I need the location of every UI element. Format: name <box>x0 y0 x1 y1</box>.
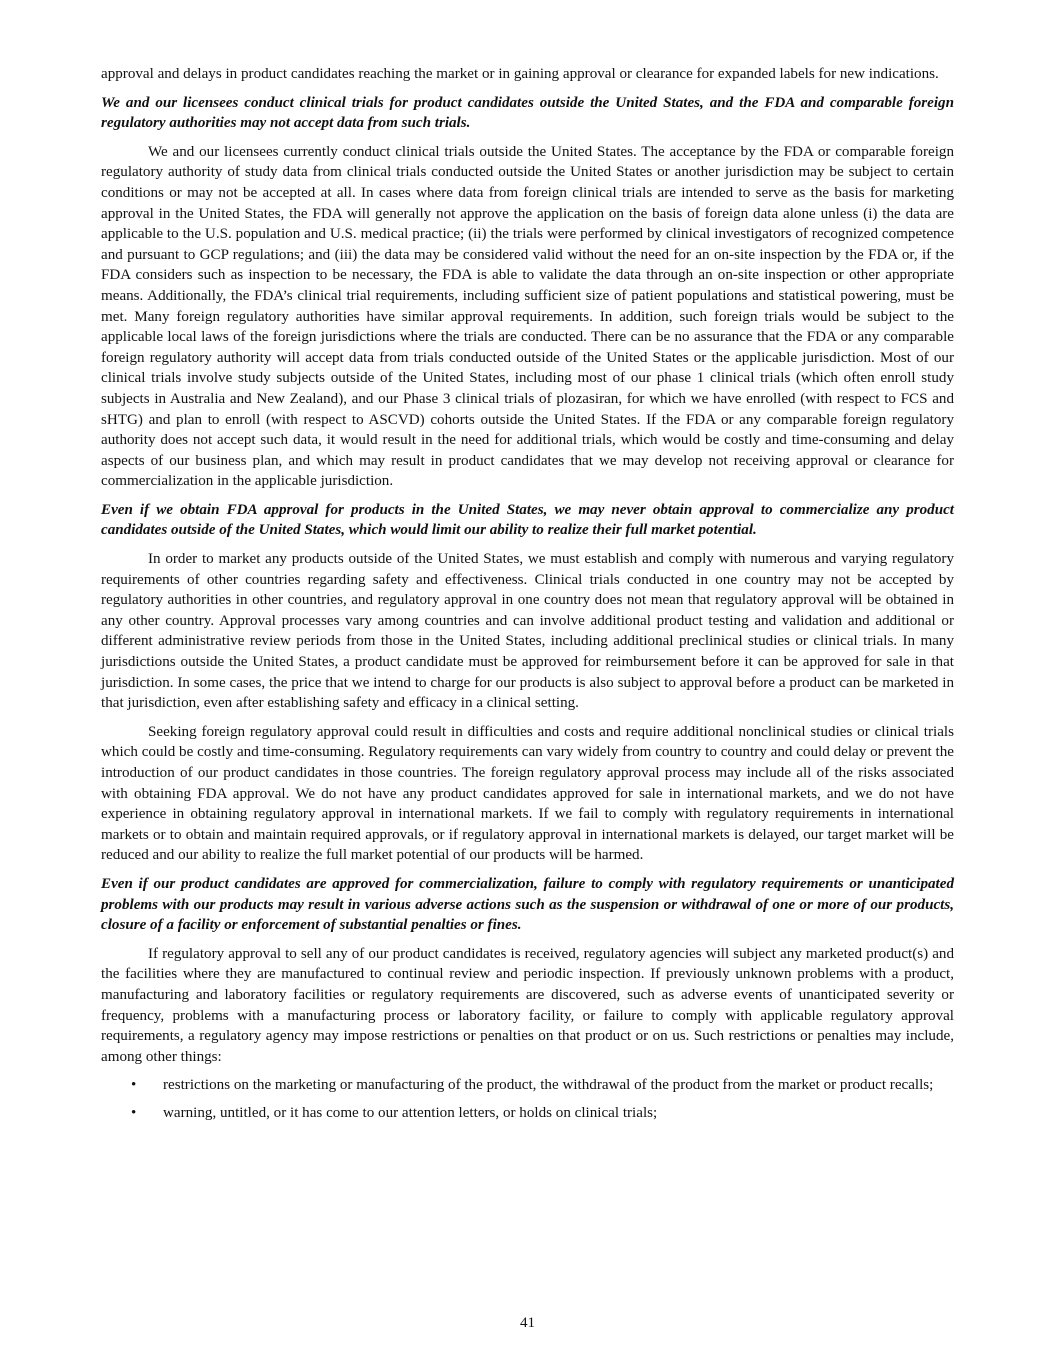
page-number: 41 <box>519 1315 536 1331</box>
body-paragraph: Seeking foreign regulatory approval could result in difficulties and costs and require additional nonclinical studies or clinical trials which could be costly and time-consuming. Regulatory requirements can vary widely from country to country and could delay or prevent the introduction of our product candidates in those countries. The foreign regulatory approval process may include all of the risks associated with obtaining FDA approval. We do not have any product candidates approved for sale in international markets, and we do not have experience in obtaining regulatory approval in international markets. If we fail to comply with regulatory requirements in international markets or to obtain and maintain required approvals, or if regulatory approval in international markets is delayed, our target market will be reduced and our ability to realize the full market potential of our products will be harmed. <box>101 723 954 864</box>
bullet-text: restrictions on the marketing or manufacturing of the product, the withdrawal of the product from the market or product recalls; <box>163 1077 934 1094</box>
bullet-text: warning, untitled, or it has come to our attention letters, or holds on clinical trials; <box>163 1104 658 1121</box>
section-heading: Even if our product candidates are approved for commercialization, failure to comply with regulatory requirements or unanticipated problems with our products may result in various adverse actions such as the suspension or withdrawal of one or more of our products, closure of a facility or enforcement of substantial penalties or fines. <box>101 875 954 934</box>
body-paragraph: If regulatory approval to sell any of our product candidates is received, regulatory agencies will subject any marketed product(s) and the facilities where they are manufactured to continual review and periodic inspection. If previously unknown problems with a product, manufacturing and laboratory facilities or regulatory requirements are discovered, such as adverse events of unanticipated severity or frequency, problems with a manufacturing process or laboratory facility, or failure to comply with applicable regulatory approval requirements, a regulatory agency may impose restrictions or penalties on that product or on us. Such restrictions or penalties may include, among other things: <box>101 945 954 1065</box>
body-paragraph: We and our licensees currently conduct clinical trials outside the United States. The acceptance by the FDA or comparable foreign regulatory authority of study data from clinical trials conducted outside the United States or another jurisdiction may be subject to certain conditions or may not be accepted at all. In cases where data from foreign clinical trials are intended to serve as the basis for marketing approval in the United States, the FDA will generally not approve the application on the basis of foreign data alone unless (i) the data are applicable to the U.S. population and U.S. medical practice; (ii) the trials were performed by clinical investigators of recognized competence and pursuant to GCP regulations; and (iii) the data may be considered valid without the need for an on-site inspection by the FDA or, if the FDA considers such as inspection to be necessary, the FDA is able to validate the data through an on-site inspection or other appropriate means. Additionally, the FDA’s clinical trial requirements, including sufficient size of patient populations and statistical powering, must be met. Many foreign regulatory authorities have similar approval requirements. In addition, such foreign trials would be subject to the applicable local laws of the foreign jurisdictions where the trials are conducted. There can be no assurance that the FDA or any comparable foreign regulatory authority will accept data from trials conducted outside of the United States or the applicable jurisdiction. Most of our clinical trials involve study subjects outside of the United States, including most of our phase 1 clinical trials (which often enroll study subjects in Australia and New Zealand), and our Phase 3 clinical trials of plozasiran, for which we have enrolled (with respect to FCS and sHTG) and plan to enroll (with respect to ASCVD) cohorts outside the United States. If the FDA or any comparable foreign regulatory authority does not accept such data, it would result in the need for additional trials, which would be costly and time-consuming and delay aspects of our business plan, and which may result in product candidates that we may develop not receiving approval or clearance for commercialization in the applicable jurisdiction. <box>101 143 954 490</box>
section-heading: We and our licensees conduct clinical trials for product candidates outside the United States, and the FDA and comparable foreign regulatory authorities may not accept data from such trials. <box>101 94 954 132</box>
body-paragraph: In order to market any products outside of the United States, we must establish and comply with numerous and varying regulatory requirements of other countries regarding safety and effectiveness. Clinical trials conducted in one country may not be accepted by regulatory authorities in other countries, and regulatory approval in one country does not mean that regulatory approval will be obtained in any other country. Approval processes vary among countries and can involve additional product testing and validation and additional or different administrative review periods from those in the United States, including additional preclinical studies or clinical trials. In many jurisdictions outside the United States, a product candidate must be approved for reimbursement before it can be approved for sale in that jurisdiction. In some cases, the price that we intend to charge for our products is also subject to approval before a product can be marketed in that jurisdiction, even after establishing safety and efficacy in a clinical setting. <box>101 551 954 712</box>
section-heading: Even if we obtain FDA approval for products in the United States, we may never obtain approval to commercialize any product candidates outside of the United States, which would limit our ability to realize their full market potential. <box>101 501 954 539</box>
body-paragraph: approval and delays in product candidates reaching the market or in gaining approval or clearance for expanded labels for new indications. <box>101 66 939 82</box>
bullet-icon: • <box>131 1104 137 1121</box>
bullet-list <box>101 1075 954 1123</box>
bullet-item <box>101 1075 954 1096</box>
bullet-item <box>101 1103 954 1124</box>
bullet-icon: • <box>131 1077 137 1094</box>
document-page <box>101 64 954 1131</box>
